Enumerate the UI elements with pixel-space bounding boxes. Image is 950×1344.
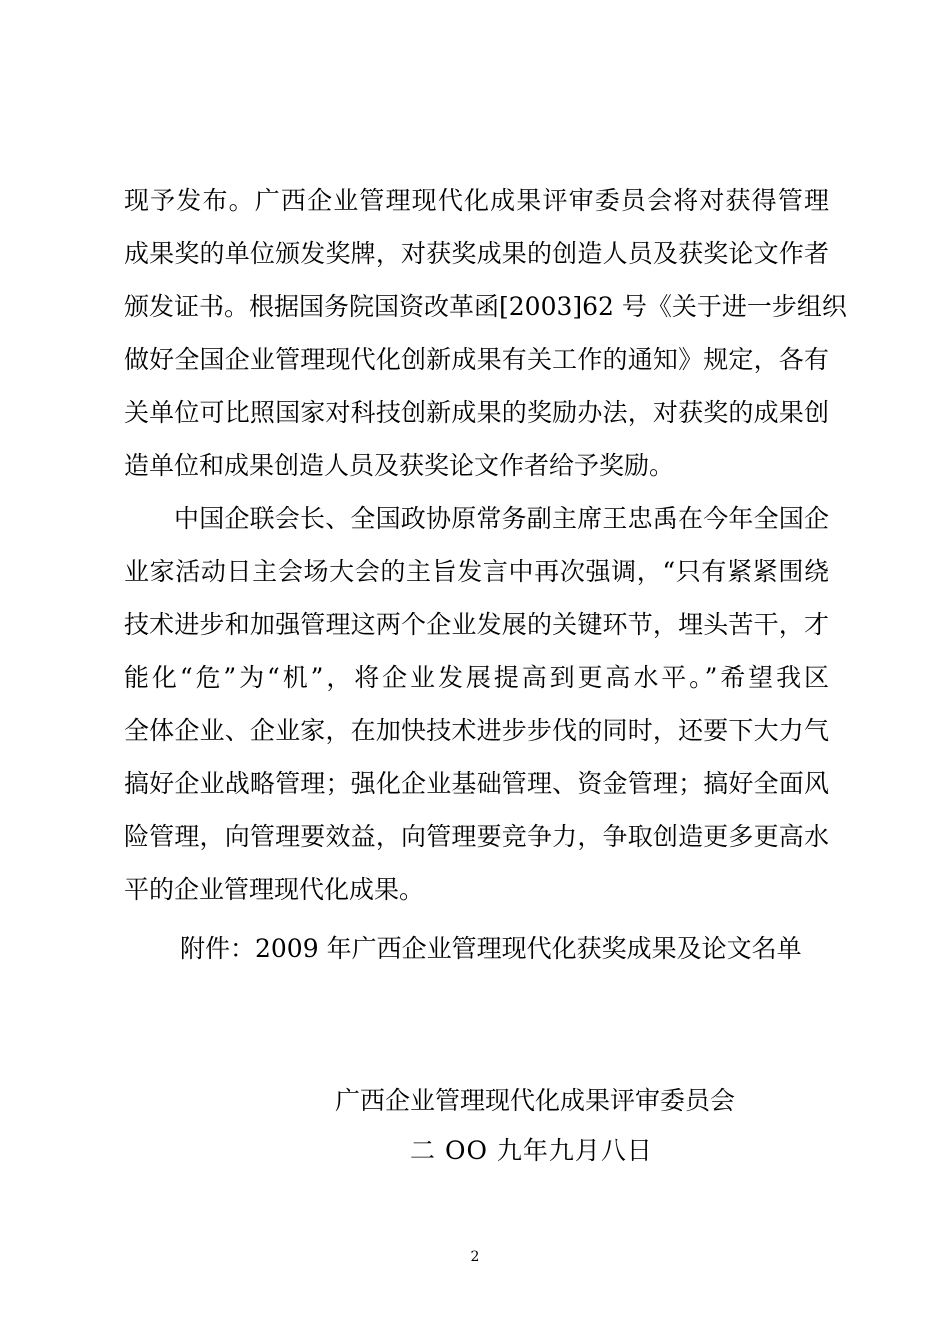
- paragraph-1-line-4: 做好全国企业管理现代化创新成果有关工作的通知》规定，各有: [124, 345, 829, 374]
- paragraph-1-line-3: 颁发证书。根据国务院国资改革函[2003]62 号《关于进一步组织: [124, 292, 847, 321]
- signature-date: 二 OO 九年九月八日: [410, 1136, 653, 1165]
- paragraph-2-line-6: 搞好企业战略管理；强化企业基础管理、资金管理；搞好全面风: [124, 769, 829, 798]
- paragraph-2-line-5: 全体企业、企业家，在加快技术进步步伐的同时，还要下大力气: [124, 716, 829, 745]
- page-number: 2: [470, 1249, 480, 1265]
- signature-organization: 广西企业管理现代化成果评审委员会: [335, 1086, 736, 1115]
- paragraph-2-line-2: 业家活动日主会场大会的主旨发言中再次强调，“只有紧紧围绕: [124, 557, 829, 586]
- paragraph-2-line-4: 能化“危”为“机”，将企业发展提高到更高水平。”希望我区: [124, 663, 829, 692]
- paragraph-2-line-7: 险管理，向管理要效益，向管理要竞争力，争取创造更多更高水: [124, 822, 829, 851]
- paragraph-2-line-3: 技术进步和加强管理这两个企业发展的关键环节，埋头苦干，才: [124, 610, 829, 639]
- paragraph-1-line-6: 造单位和成果创造人员及获奖论文作者给予奖励。: [124, 451, 675, 480]
- paragraph-2-line-8: 平的企业管理现代化成果。: [124, 875, 425, 904]
- attachment-line: 附件：2009 年广西企业管理现代化获奖成果及论文名单: [180, 934, 802, 963]
- paragraph-1-line-2: 成果奖的单位颁发奖牌，对获奖成果的创造人员及获奖论文作者: [124, 239, 829, 268]
- paragraph-1-line-5: 关单位可比照国家对科技创新成果的奖励办法，对获奖的成果创: [124, 398, 829, 427]
- paragraph-1-line-1: 现予发布。广西企业管理现代化成果评审委员会将对获得管理: [124, 186, 829, 215]
- paragraph-2-line-1: 中国企联会长、全国政协原常务副主席王忠禹在今年全国企: [174, 504, 829, 533]
